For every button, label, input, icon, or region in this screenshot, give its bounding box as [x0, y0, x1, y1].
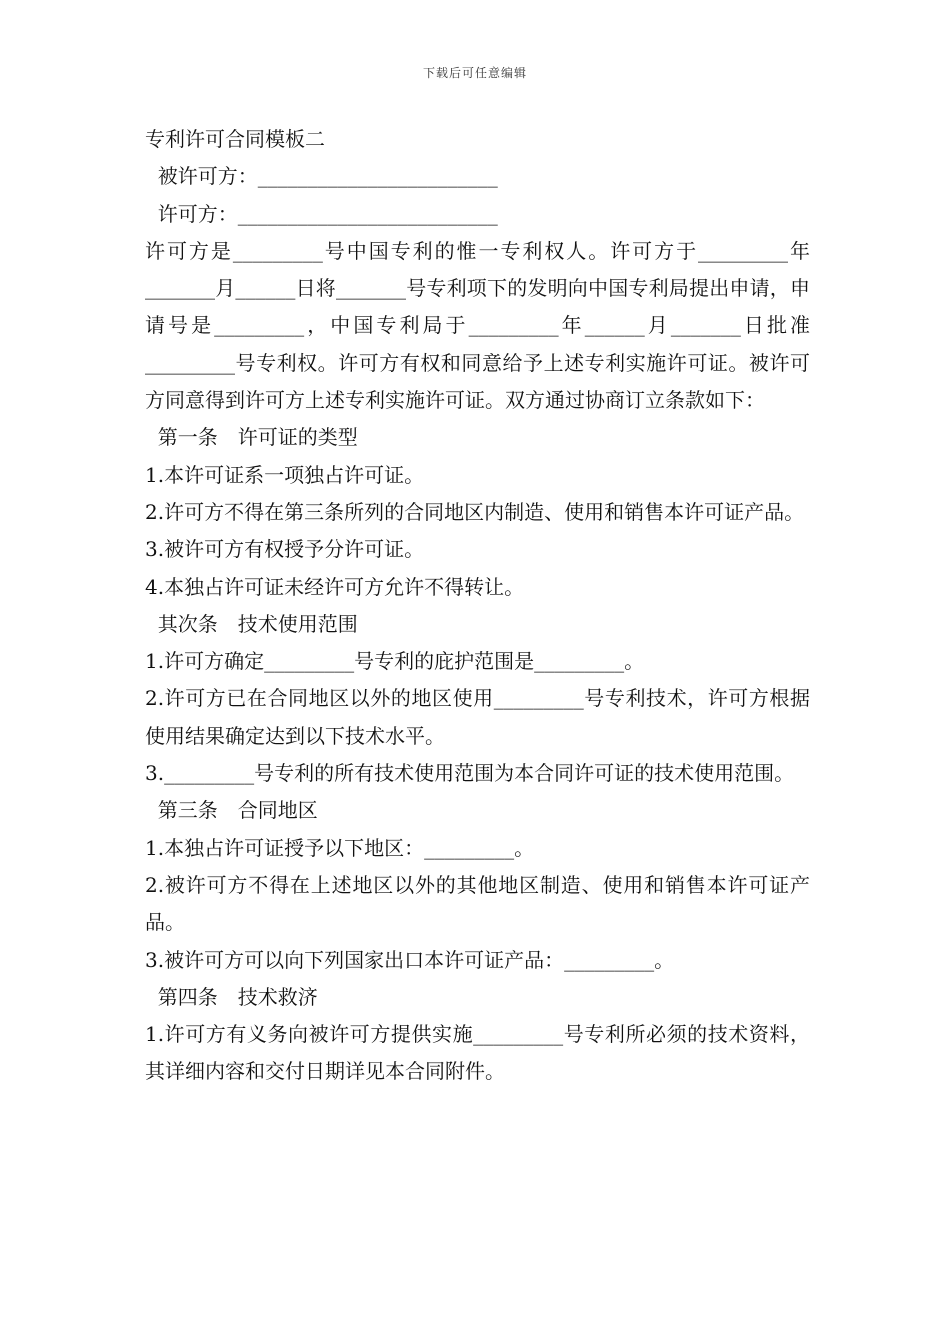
- article-2-item-3: 3._________号专利的所有技术使用范围为本合同许可证的技术使用范围。: [145, 761, 795, 786]
- article-3-item-1: 1.本独占许可证授予以下地区：_________。: [145, 835, 535, 860]
- article-3-item-3: 3.被许可方可以向下列国家出口本许可证产品：_________。: [145, 947, 675, 972]
- licensee-line: 被许可方：________________________: [145, 164, 498, 189]
- page-header: 下载后可任意编辑: [422, 66, 527, 80]
- article-2-item-1: 1.许可方确定_________号专利的庇护范围是_________。: [145, 649, 645, 674]
- document-body: [145, 121, 810, 1091]
- article-4-item-1: 1.许可方有义务向被许可方提供实施_________号专利所必须的技术资料，其详细内容和交付日期详见本合同附件。: [145, 1022, 810, 1084]
- article-1-item-3: 3.被许可方有权授予分许可证。: [145, 537, 425, 562]
- article-1-heading: 第一条 许可证的类型: [145, 425, 358, 450]
- article-2-heading: 其次条 技术使用范围: [145, 611, 358, 636]
- article-1-item-2: 2.许可方不得在第三条所列的合同地区内制造、使用和销售本许可证产品。: [145, 499, 805, 524]
- intro-paragraph: 许可方是_________号中国专利的惟一专利权人。许可方于_________年_______月______日将_______号专利项下的发明向中国专利局提出申请，申请号是_________，中国专利局于_________年______月_______日批准_________号专利权。许可方有权和同意给予上述专利实施许可证。被许可方同意得到许可方上述专利实施许可证。双方通过协商订立条款如下：: [145, 238, 810, 413]
- licensor-line: 许可方：__________________________: [145, 201, 498, 226]
- article-3-item-2: 2.被许可方不得在上述地区以外的其他地区制造、使用和销售本许可证产品。: [145, 872, 810, 935]
- article-1-item-1: 1.本许可证系一项独占许可证。: [145, 462, 425, 487]
- article-4-heading: 第四条 技术救济: [145, 984, 318, 1009]
- article-3-heading: 第三条 合同地区: [145, 798, 318, 823]
- article-1-item-4: 4.本独占许可证未经许可方允许不得转让。: [145, 574, 525, 599]
- document-title: 专利许可合同模板二: [145, 127, 325, 151]
- article-2-item-2: 2.许可方已在合同地区以外的地区使用_________号专利技术，许可方根据使用结果确定达到以下技术水平。: [145, 686, 810, 748]
